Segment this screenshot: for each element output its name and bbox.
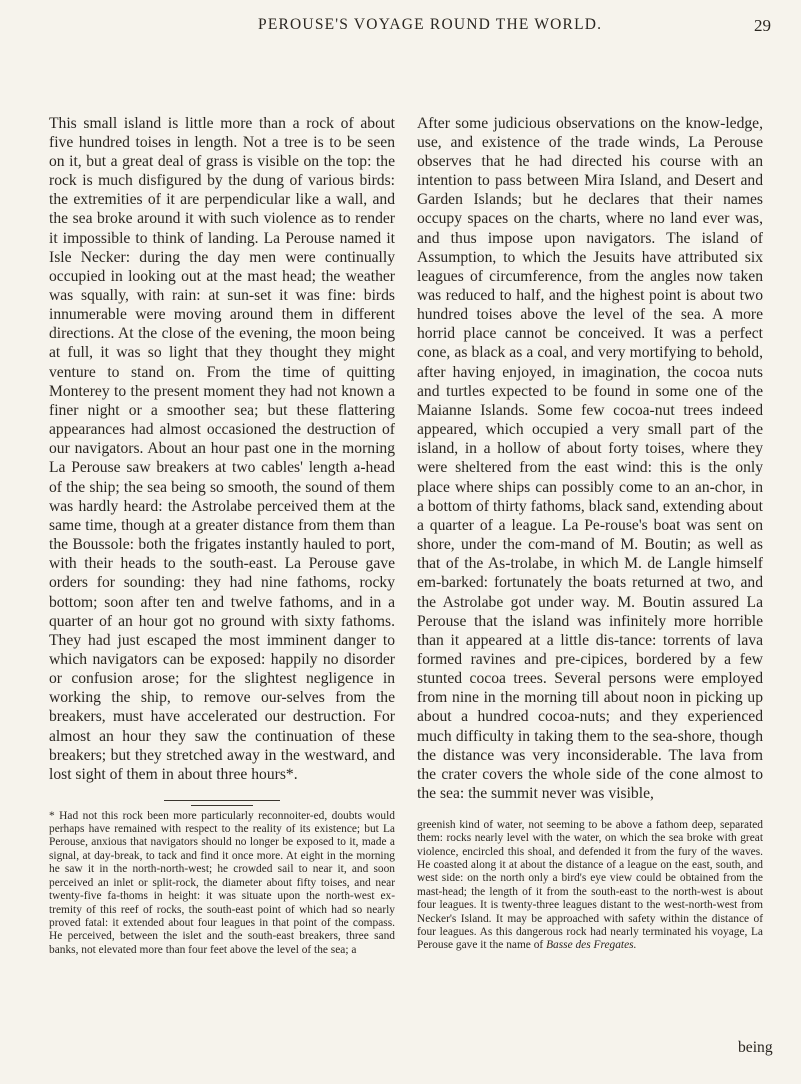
right-main-paragraph: After some judicious observations on the know-ledge, use, and existence of the trade winds, La Perouse observes that he had directed his course with an intention to pass between Mira Island, and Desert and Garden Islands; but he declares that their names occupy spaces on the charts, where no land ever was, and thus impose upon navigators. The island of Assumption, to which the Jesuits have attributed six leagues of circumference, from the angles now taken was reduced to half, and the highest point is about two hundred toises above the level of the sea. A more horrid place cannot be conceived. It was a perfect cone, as black as a coal, and very mortifying to behold, after having enjoyed, in imagination, the cocoa nuts and turtles expected to be found in some one of the Maianne Islands. Some few cocoa-nut trees indeed appeared, which occupied a very small part of the island, in a hollow of about forty toises, where they were sheltered from the east wind: this is the only place where ships can possibly come to an an-chor, in a bottom of thirty fathoms, black sand, extending about a quarter of a league. La Pe-rouse's boat was sent on shore, under the com-mand of M. Boutin; as well as that of the As-trolabe, in which M. de Langle himself em-barked: fortunately the boats returned at two, and the Astrolabe got under way. M. Boutin assured La Perouse that the island was infinitely more horrible than it appeared at a little dis-tance: torrents of lava formed ravines and pre-cipices, bordered by a few stunted cocoa trees. Several persons were employed from nine in the morning till about noon in picking up about a hundred cocoa-nuts; and they experienced much difficulty in taking them to the sea-shore, though the distance was very inconsiderable. The lava from the crater covers the whole side of the cone almost to the sea: the summit never was visible,	[417, 114, 763, 803]
catchword: being	[738, 1039, 773, 1056]
page-number: 29	[754, 16, 771, 35]
running-head	[0, 16, 801, 40]
footnote-rule-double-top	[164, 800, 280, 801]
left-main-paragraph: This small island is little more than a rock of about five hundred toises in length. Not a tree is to be seen on it, but a great deal of grass is visible on the top: the rock is much disfigured by the dung of various birds: the extremities of it are perpendicular like a wall, and the sea broke around it with such violence as to render it impossible to think of landing. La Perouse named it Isle Necker: during the day men were continually occupied in looking out at the mast head; the weather was squally, with rain: at sun-set it was fine: birds innumerable were moving around them in different directions. At the close of the evening, the moon being at full, it was so light that they thought they might venture to stand on. From the time of quitting Monterey to the present moment they had not known a finer night or a smoother sea; but these flattering appearances had almost occasioned the destruction of our navigators. About an hour past one in the morning La Perouse saw breakers at two cables' length a-head of the ship; the sea being so smooth, the sound of them was hardly heard: the Astrolabe perceived them at the same time, though at a greater distance from them than the Boussole: both the frigates instantly hauled to port, with their heads to the south-east. La Perouse gave orders for sounding: they had nine fathoms, rocky bottom; soon after ten and twelve fathoms, and in a quarter of an hour got no ground with sixty fathoms. They had just escaped the most imminent danger to which navigators can be exposed: happily no disorder or confusion arose; for the slightest negligence in working the ship, to remove our-selves from the breakers, must have accelerated our destruction. For almost an hour they saw the continuation of these breakers; but they stretched away in the westward, and lost sight of them in about three hours*.	[49, 114, 395, 783]
footnote-rule-short	[191, 805, 253, 806]
right-column	[417, 98, 763, 953]
shoal-name: Basse des Fregates.	[546, 939, 637, 952]
right-footnote-continuation	[417, 819, 763, 953]
footnote-continuation-text: greenish kind of water, not seeming to be above a fathom deep, separated them: rocks nearly level with the water, on which the sea broke with great violence, encircled this shoal, and defended it from the fury of the waves. He coasted along it at about the distance of a league on the east, south, and west side: on the north only a bird's eye view could be obtained from the mast-head; the length of it from the south-east to the north-west is about four leagues. It is twenty-three leagues distant to the west-north-west from Necker's Island. It may be approached with safety within the distance of four leagues. As this dangerous rock had nearly terminated his voyage, La Perouse gave it the name of	[417, 818, 763, 952]
left-column	[49, 98, 395, 957]
running-title: PEROUSE'S VOYAGE ROUND THE WORLD.	[258, 16, 603, 33]
left-footnote: * Had not this rock been more particularly reconnoiter-ed, doubts would perhaps have remained with respect to the reality of its existence; but La Perouse, anxious that navigators should no longer be exposed to it, made a signal, at day-break, to tack and find it once more. At eight in the morning he saw it in the north-north-west; he crowded sail to near it, and soon perceived an inlet or split-rock, the diameter about fifty toises, and near twenty-five fa-thoms in height: it was situate upon the north-west ex-tremity of this reef of rocks, the south-east point of which had so nearly proved fatal: it extended about four leagues in that point of the compass. He perceived, between the islet and the south-east breakers, three sand banks, not elevated more than four feet above the level of the sea; a	[49, 809, 395, 956]
